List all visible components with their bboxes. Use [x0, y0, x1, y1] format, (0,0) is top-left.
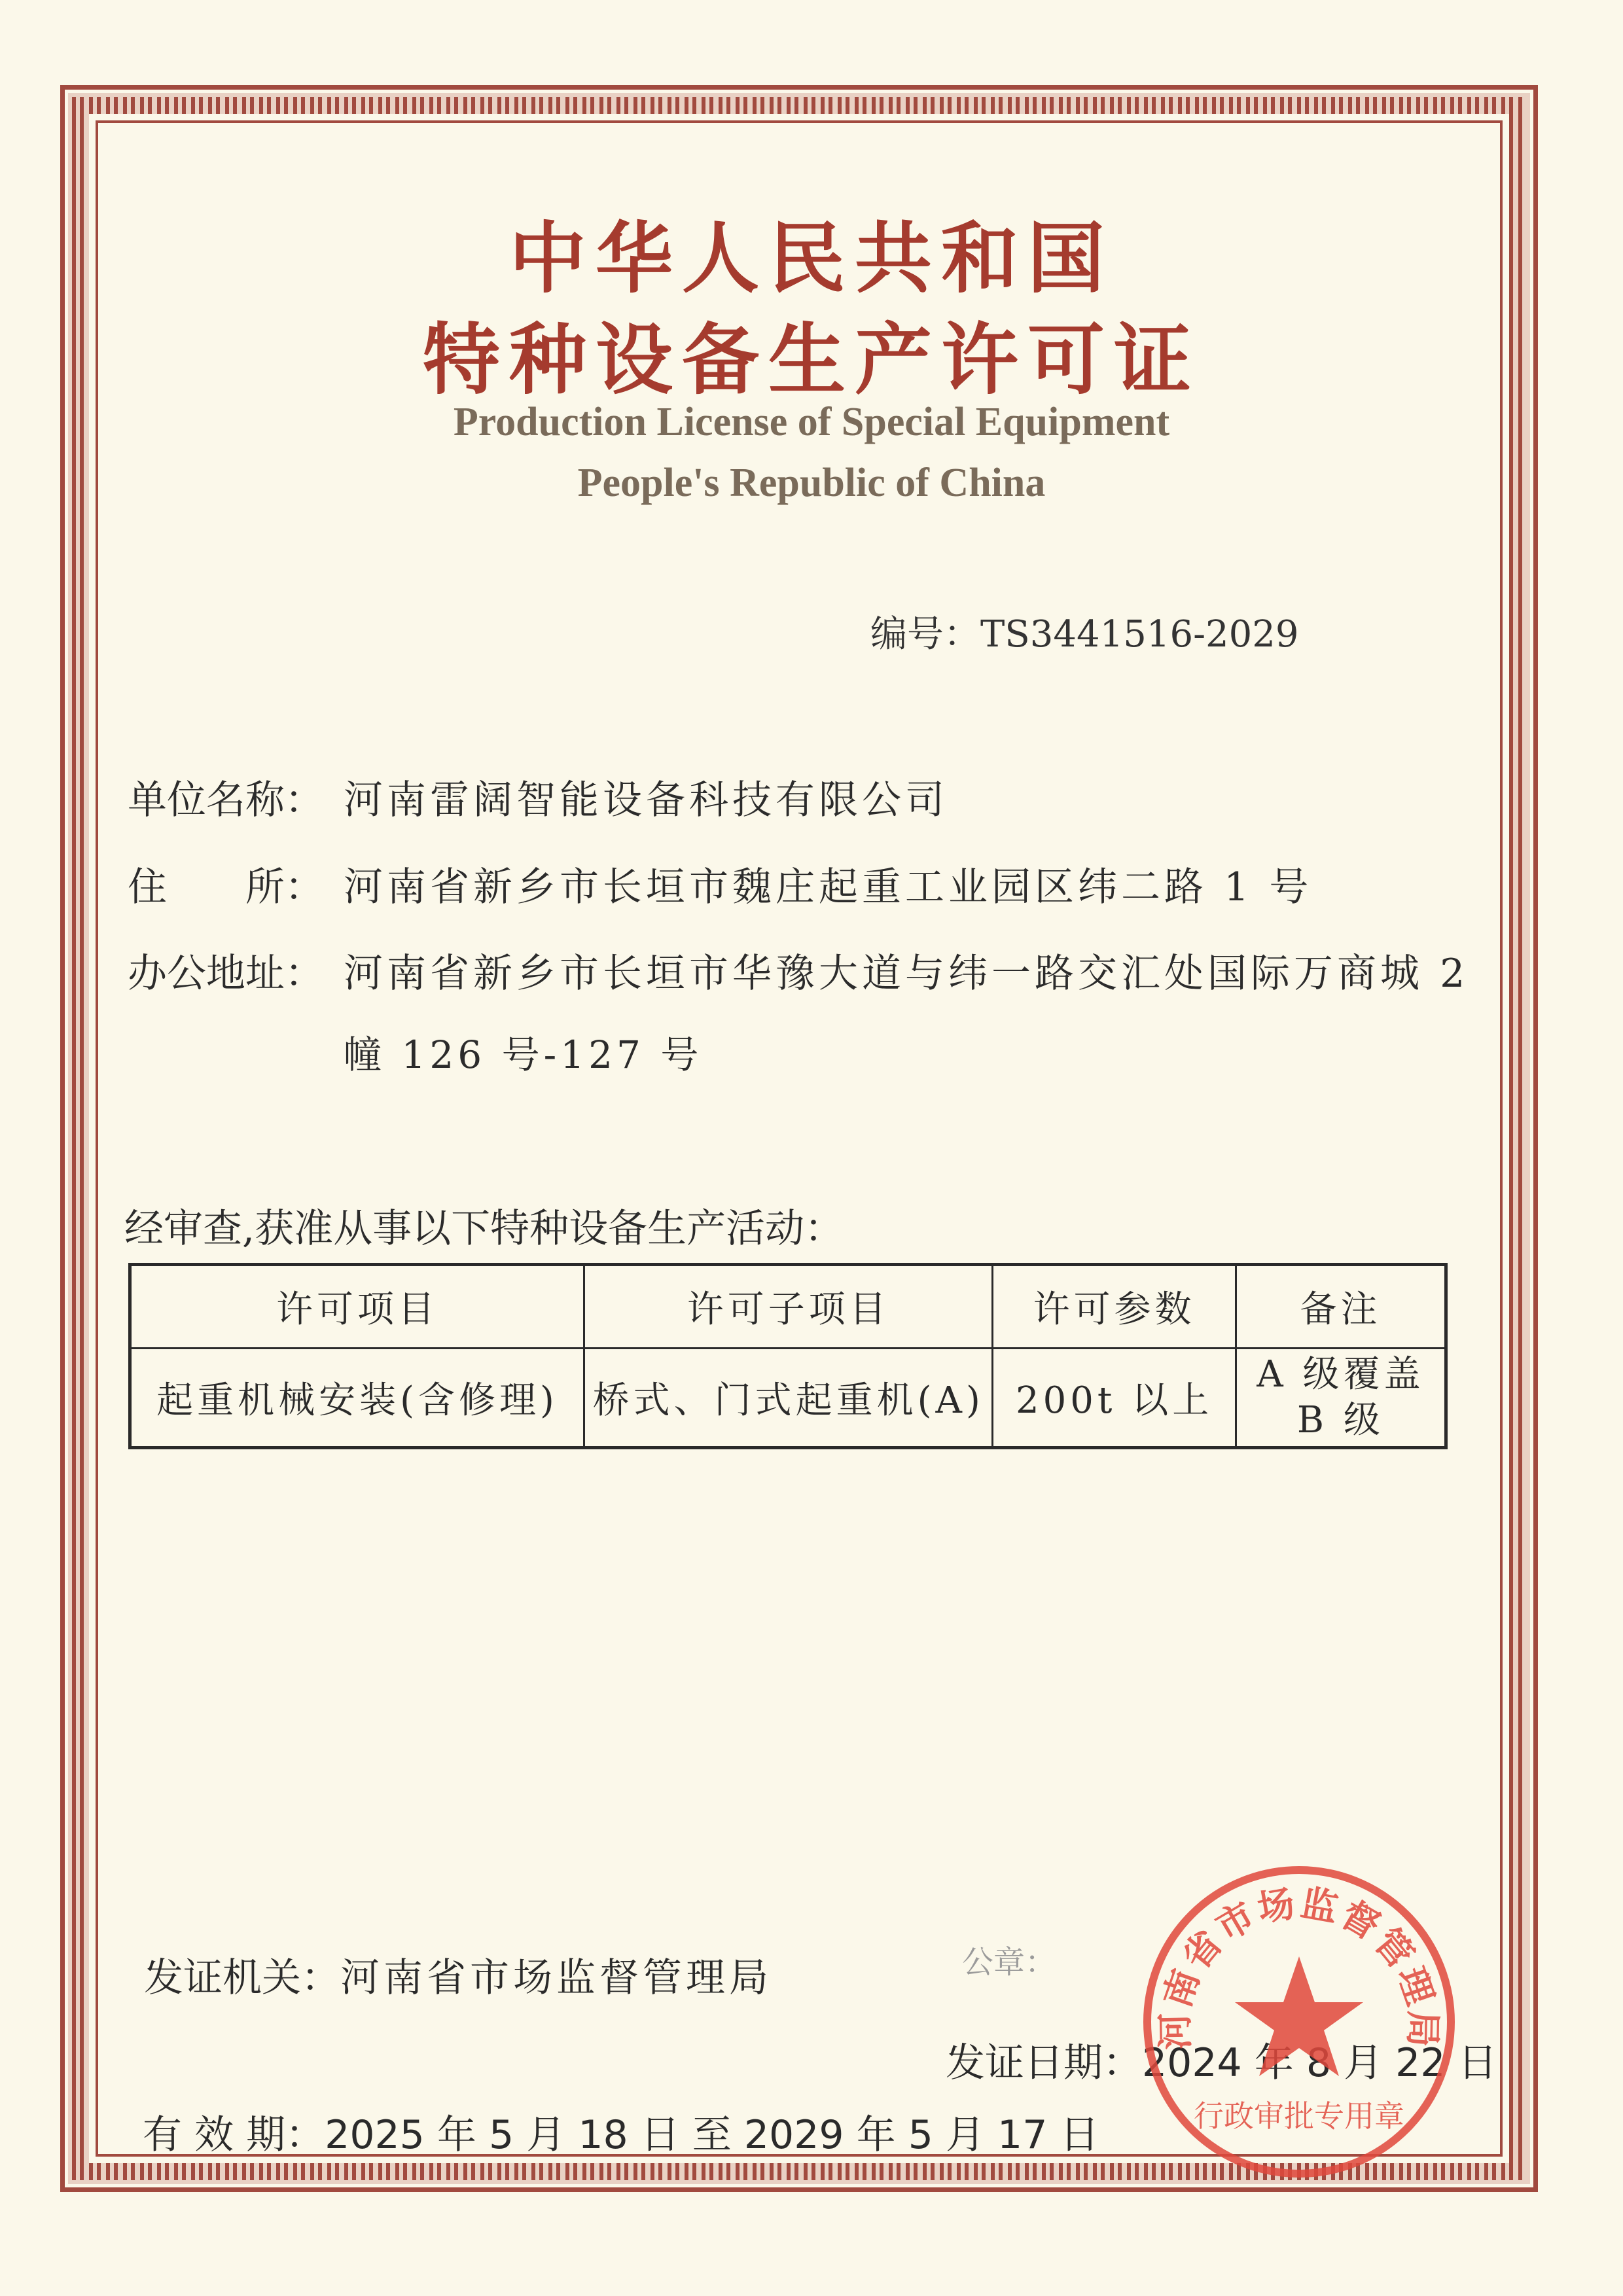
license-number — [870, 605, 1299, 658]
office-address-value-line2: 幢 126 号-127 号 — [344, 1033, 703, 1077]
title-en-line2: People's Republic of China — [577, 461, 1046, 505]
seal-text: 河南省市场监督管理局 — [1154, 1882, 1444, 2051]
approval-intro: 经审查,获准从事以下特种设备生产活动： — [124, 1206, 844, 1252]
title-cn-line2: 特种设备生产许可证 — [422, 315, 1200, 405]
title-en-line1: Production License of Special Equipment — [453, 400, 1170, 444]
office-address-value: 河南省新乡市长垣市华豫大道与纬一路交汇处国际万商城 2 — [344, 951, 1469, 997]
header-remarks: 备注 — [1236, 1265, 1446, 1349]
star-icon — [1235, 1956, 1363, 2076]
cell-permit-subitem: 桥式、门式起重机(A) — [584, 1349, 993, 1448]
issuing-authority-label: 发证机关： — [144, 1955, 340, 2001]
cell-remarks: A 级覆盖 B 级 — [1236, 1349, 1446, 1448]
unit-name-field — [128, 769, 948, 825]
address-label: 住 所： — [128, 864, 324, 910]
table-row — [130, 1349, 1446, 1448]
issuing-authority — [144, 1947, 772, 2003]
validity-value: 2025 年 5 月 18 日 至 2029 年 5 月 17 日 — [325, 2112, 1099, 2158]
validity-label: 有 效 期： — [143, 2112, 325, 2158]
seal-label: 公章： — [962, 1944, 1057, 1981]
address-value: 河南省新乡市长垣市魏庄起重工业园区纬二路 1 号 — [344, 864, 1313, 910]
office-address-field — [128, 942, 1469, 998]
issue-date-value: 2024 年 8 月 22 日 — [1142, 2040, 1497, 2086]
validity-period — [143, 2104, 1099, 2160]
header-permit-item: 许可项目 — [130, 1265, 584, 1349]
office-address-label: 办公地址： — [128, 951, 324, 997]
issue-date-label: 发证日期： — [946, 2040, 1142, 2086]
title-cn-line1: 中华人民共和国 — [508, 213, 1114, 304]
license-number-value: TS3441516-2029 — [980, 613, 1299, 656]
unit-name-value: 河南雷阔智能设备科技有限公司 — [344, 777, 948, 823]
issuing-authority-value: 河南省市场监督管理局 — [340, 1955, 772, 2001]
cell-permit-item: 起重机械安装(含修理) — [130, 1349, 584, 1448]
license-number-label: 编号： — [870, 613, 980, 656]
permit-table-header-row — [130, 1265, 1446, 1349]
unit-name-label: 单位名称： — [128, 777, 324, 823]
official-seal — [1135, 1858, 1463, 2185]
permit-table — [128, 1263, 1448, 1449]
header-permit-subitem: 许可子项目 — [584, 1265, 993, 1349]
header-permit-parameter: 许可参数 — [993, 1265, 1236, 1349]
address-field — [128, 856, 1312, 912]
seal-subtext: 行政审批专用章 — [1194, 2098, 1404, 2134]
cell-permit-parameter: 200t 以上 — [993, 1349, 1236, 1448]
